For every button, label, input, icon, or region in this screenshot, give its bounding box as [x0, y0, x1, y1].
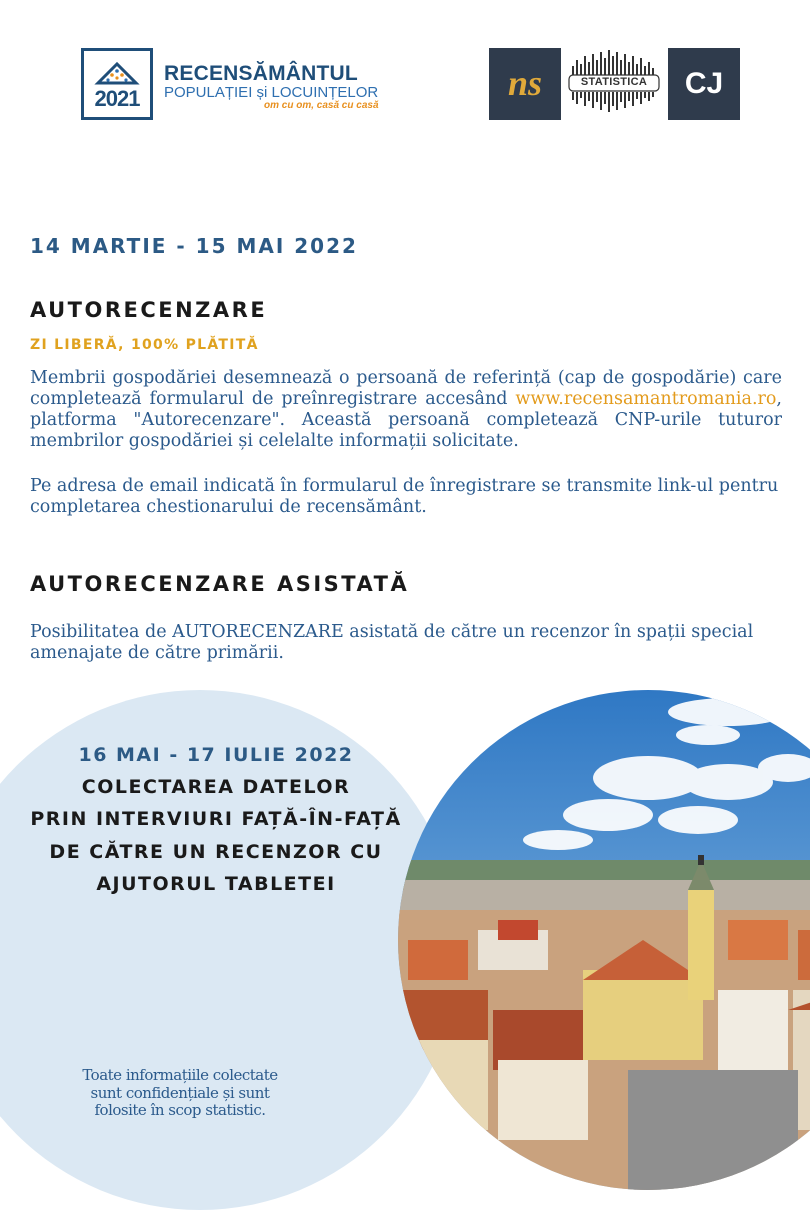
cluj-cityscape-image	[398, 690, 810, 1190]
ins-logo-text: ns	[507, 63, 543, 103]
ins-logo	[489, 48, 561, 120]
para1-text-end: , platforma "Autorecenzare". Această persoană completează CNP-urile tuturor membrilor gospodăriei și celelalte informații solicitate.	[30, 389, 782, 451]
email-link-paragraph: Pe adresa de email indicată în formularul de înregistrare se transmite link-ul pentru completarea chestionarului de recensământ.	[30, 476, 779, 517]
period2-line-2: PRIN INTERVIURI FAȚĂ-ÎN-FAȚĂ	[30, 808, 402, 830]
cj-logo	[668, 48, 740, 120]
census-logo-year: 2021	[94, 86, 140, 111]
census-2021-logo	[81, 48, 153, 120]
period2-date: 16 MAI - 17 IULIE 2022	[78, 744, 354, 766]
statistica-logo	[568, 48, 660, 120]
census-website-link[interactable]: www.recensamantromania.ro	[515, 389, 777, 409]
census-subtitle: POPULAȚIEI și LOCUINȚELOR	[164, 84, 379, 101]
autorecenzare-title: AUTORECENZARE	[30, 298, 268, 322]
autorecenzare-paragraph	[30, 368, 782, 452]
confidentiality-note: Toate informațiile colectate sunt confidențiale și sunt folosite în scop statistic.	[82, 1066, 278, 1120]
autorecenzare-asistata-title: AUTORECENZARE ASISTATĂ	[30, 572, 410, 596]
para1-text-start: Membrii gospodăriei desemnează o persoană de referință (cap de gospodărie) care completează formularul de preînregistrare accesând	[30, 368, 782, 409]
period2-line-3: DE CĂTRE UN RECENZOR CU	[49, 841, 383, 863]
census-title: RECENSĂMÂNTUL	[164, 62, 358, 85]
period2-line-4: AJUTORUL TABLETEI	[96, 873, 336, 895]
autorecenzare-subtitle: ZI LIBERĂ, 100% PLĂTITĂ	[30, 337, 259, 353]
census-tagline: om cu om, casă cu casă	[264, 100, 379, 111]
autorecenzare-asistata-paragraph: Posibilitatea de AUTORECENZARE asistată de către un recenzor în spații special amenajate de către primării.	[30, 622, 754, 663]
period1-date: 14 MARTIE - 15 MAI 2022	[30, 234, 358, 258]
city-photo	[398, 690, 810, 1190]
period2-line-1: COLECTAREA DATELOR	[81, 776, 351, 798]
statistica-logo-text: STATISTICA	[580, 76, 648, 88]
cj-logo-text: CJ	[684, 67, 724, 100]
